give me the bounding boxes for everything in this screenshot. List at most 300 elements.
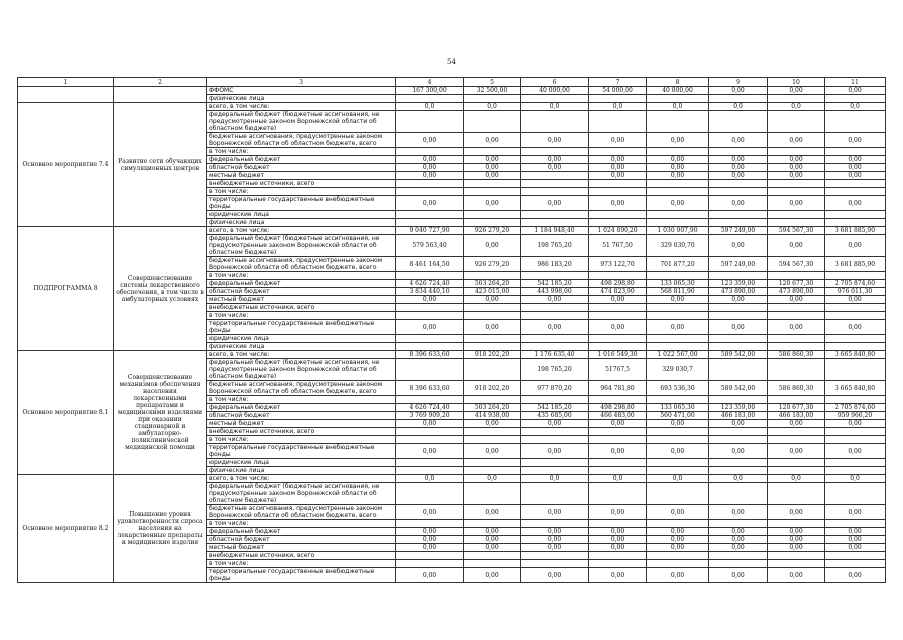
amount-cell xyxy=(709,436,768,444)
funding-source-label: всего, в том числе: xyxy=(207,103,396,111)
amount-cell: 0,00 xyxy=(521,444,589,459)
amount-cell: 0,00 xyxy=(396,172,464,180)
amount-cell: 0,00 xyxy=(709,235,768,257)
amount-cell: 926 279,20 xyxy=(464,257,521,272)
amount-cell: 589 542,00 xyxy=(709,381,768,396)
amount-cell xyxy=(464,467,521,475)
amount-cell xyxy=(709,552,768,560)
amount-cell: 594 567,30 xyxy=(768,227,825,235)
amount-cell: 579 563,40 xyxy=(396,235,464,257)
amount-cell: 0,00 xyxy=(709,87,768,95)
amount-cell xyxy=(768,211,825,219)
amount-cell: 1 176 635,40 xyxy=(521,351,589,359)
amount-cell: 0,00 xyxy=(464,444,521,459)
amount-cell xyxy=(709,188,768,196)
column-number-header: 9 xyxy=(709,78,768,87)
amount-cell: 503 264,20 xyxy=(464,280,521,288)
amount-cell: 0,00 xyxy=(709,196,768,211)
amount-cell: 0,00 xyxy=(647,536,709,544)
funding-source-label: внебюджетные источники, всего xyxy=(207,304,396,312)
amount-cell xyxy=(396,312,464,320)
amount-cell xyxy=(396,180,464,188)
amount-cell: 0,00 xyxy=(589,320,647,335)
amount-cell: 473 890,00 xyxy=(709,288,768,296)
column-number-header: 11 xyxy=(825,78,886,87)
amount-cell: 51 767,50 xyxy=(589,235,647,257)
funding-source-label: физические лица xyxy=(207,343,396,351)
amount-cell xyxy=(647,312,709,320)
funding-source-label: в том числе: xyxy=(207,312,396,320)
amount-cell xyxy=(396,560,464,568)
funding-source-label: внебюджетные источники, всего xyxy=(207,180,396,188)
amount-cell xyxy=(589,211,647,219)
amount-cell xyxy=(396,483,464,505)
column-number-header: 3 xyxy=(207,78,396,87)
amount-cell xyxy=(464,148,521,156)
amount-cell xyxy=(825,188,886,196)
amount-cell: 443 998,00 xyxy=(521,288,589,296)
amount-cell: 0,00 xyxy=(768,235,825,257)
amount-cell xyxy=(709,111,768,133)
amount-cell: 133 065,30 xyxy=(647,280,709,288)
amount-cell: 959 966,20 xyxy=(825,412,886,420)
amount-cell xyxy=(396,343,464,351)
funding-source-label: ФФОМС xyxy=(207,87,396,95)
amount-cell: 0,00 xyxy=(647,420,709,428)
amount-cell xyxy=(768,467,825,475)
amount-cell: 0,00 xyxy=(768,568,825,583)
amount-cell xyxy=(647,188,709,196)
amount-cell xyxy=(589,520,647,528)
amount-cell: 2 705 874,60 xyxy=(825,280,886,288)
amount-cell: 0,00 xyxy=(396,444,464,459)
amount-cell: 0,00 xyxy=(825,235,886,257)
amount-cell: 977 870,20 xyxy=(521,381,589,396)
amount-cell: 0,00 xyxy=(825,133,886,148)
amount-cell: 0,0 xyxy=(521,103,589,111)
funding-source-label: юридические лица xyxy=(207,459,396,467)
column-number-header: 8 xyxy=(647,78,709,87)
funding-source-label: бюджетные ассигнования, предусмотренные законом Воронежской области об областном бюджете, всего xyxy=(207,133,396,148)
amount-cell: 568 811,90 xyxy=(647,288,709,296)
amount-cell: 0,00 xyxy=(825,196,886,211)
funding-source-label: бюджетные ассигнования, предусмотренные законом Воронежской области об областном бюджете, всего xyxy=(207,381,396,396)
amount-cell xyxy=(647,520,709,528)
amount-cell xyxy=(825,560,886,568)
amount-cell: 0,00 xyxy=(825,87,886,95)
amount-cell: 0,00 xyxy=(589,296,647,304)
amount-cell xyxy=(589,180,647,188)
amount-cell xyxy=(768,396,825,404)
funding-source-label: федеральный бюджет xyxy=(207,156,396,164)
amount-cell xyxy=(768,111,825,133)
table-row xyxy=(18,227,886,235)
amount-cell: 0,00 xyxy=(589,568,647,583)
funding-source-label: в том числе: xyxy=(207,520,396,528)
amount-cell xyxy=(768,180,825,188)
amount-cell xyxy=(709,459,768,467)
amount-cell: 0,00 xyxy=(768,444,825,459)
amount-cell xyxy=(589,436,647,444)
amount-cell: 0,00 xyxy=(768,505,825,520)
amount-cell: 0,0 xyxy=(709,103,768,111)
amount-cell xyxy=(825,272,886,280)
amount-cell: 0,00 xyxy=(647,528,709,536)
amount-cell: 0,00 xyxy=(464,505,521,520)
amount-cell: 0,00 xyxy=(396,196,464,211)
amount-cell: 0,00 xyxy=(709,320,768,335)
amount-cell xyxy=(589,467,647,475)
amount-cell xyxy=(647,552,709,560)
table-row xyxy=(18,103,886,111)
amount-cell xyxy=(647,111,709,133)
amount-cell: 0,0 xyxy=(464,475,521,483)
amount-cell xyxy=(709,483,768,505)
header-row xyxy=(18,78,886,87)
amount-cell xyxy=(521,459,589,467)
amount-cell: 586 860,30 xyxy=(768,381,825,396)
amount-cell: 0,00 xyxy=(647,568,709,583)
amount-cell xyxy=(464,211,521,219)
amount-cell: 0,00 xyxy=(647,156,709,164)
amount-cell: 474 823,90 xyxy=(589,288,647,296)
program-item-description: Повышение уровня удовлетворенности спроса населения на лекарственные препараты и медицинские изделия xyxy=(114,475,207,583)
amount-cell xyxy=(396,335,464,343)
amount-cell: 0,00 xyxy=(825,444,886,459)
amount-cell xyxy=(521,428,589,436)
amount-cell: 0,00 xyxy=(825,172,886,180)
amount-cell xyxy=(825,552,886,560)
program-item-name xyxy=(18,87,114,103)
funding-source-label: в том числе: xyxy=(207,396,396,404)
amount-cell xyxy=(589,483,647,505)
amount-cell: 701 877,20 xyxy=(647,257,709,272)
program-item-name: Основное мероприятие 8.1 xyxy=(18,351,114,475)
amount-cell: 3 769 909,20 xyxy=(396,412,464,420)
amount-cell: 0,00 xyxy=(709,444,768,459)
funding-source-label: всего, в том числе: xyxy=(207,351,396,359)
funding-source-label: федеральный бюджет (бюджетные ассигнования, не предусмотренные законом Воронежской области об областном бюджете) xyxy=(207,483,396,505)
amount-cell: 542 185,20 xyxy=(521,404,589,412)
amount-cell: 976 011,30 xyxy=(825,288,886,296)
amount-cell: 0,00 xyxy=(768,320,825,335)
amount-cell xyxy=(464,95,521,103)
amount-cell: 1 184 948,40 xyxy=(521,227,589,235)
funding-source-label: федеральный бюджет (бюджетные ассигнования, не предусмотренные законом Воронежской области об областном бюджете) xyxy=(207,111,396,133)
page-number: 54 xyxy=(447,58,456,66)
column-number-header: 2 xyxy=(114,78,207,87)
amount-cell xyxy=(589,343,647,351)
funding-source-label: федеральный бюджет xyxy=(207,528,396,536)
amount-cell: 0,00 xyxy=(464,420,521,428)
amount-cell xyxy=(825,459,886,467)
amount-cell: 0,00 xyxy=(464,544,521,552)
amount-cell: 0,0 xyxy=(589,103,647,111)
amount-cell: 0,0 xyxy=(396,475,464,483)
amount-cell xyxy=(768,335,825,343)
amount-cell xyxy=(589,304,647,312)
amount-cell: 0,00 xyxy=(709,528,768,536)
amount-cell: 54 000,00 xyxy=(589,87,647,95)
table-row xyxy=(18,87,886,95)
amount-cell: 1 022 567,00 xyxy=(647,351,709,359)
amount-cell: 597 249,00 xyxy=(709,257,768,272)
amount-cell xyxy=(396,459,464,467)
amount-cell xyxy=(589,95,647,103)
amount-cell: 503 264,20 xyxy=(464,404,521,412)
amount-cell xyxy=(709,180,768,188)
amount-cell: 0,00 xyxy=(768,164,825,172)
amount-cell: 123 359,00 xyxy=(709,404,768,412)
amount-cell xyxy=(521,180,589,188)
amount-cell: 0,00 xyxy=(768,528,825,536)
amount-cell: 0,00 xyxy=(396,568,464,583)
amount-cell xyxy=(396,304,464,312)
amount-cell: 414 938,00 xyxy=(464,412,521,420)
amount-cell xyxy=(521,335,589,343)
amount-cell xyxy=(589,111,647,133)
amount-cell: 0,00 xyxy=(521,568,589,583)
amount-cell xyxy=(464,343,521,351)
amount-cell xyxy=(589,428,647,436)
amount-cell xyxy=(396,219,464,227)
amount-cell: 0,00 xyxy=(825,420,886,428)
amount-cell xyxy=(825,211,886,219)
funding-source-label: физические лица xyxy=(207,219,396,227)
funding-source-label: федеральный бюджет xyxy=(207,280,396,288)
amount-cell xyxy=(589,188,647,196)
table-row xyxy=(18,351,886,359)
amount-cell xyxy=(709,95,768,103)
amount-cell: 0,00 xyxy=(396,420,464,428)
amount-cell: 0,00 xyxy=(768,156,825,164)
column-number-header: 6 xyxy=(521,78,589,87)
amount-cell xyxy=(647,483,709,505)
program-item-name: ПОДПРОГРАММА 8 xyxy=(18,227,114,351)
amount-cell: 0,00 xyxy=(464,296,521,304)
amount-cell xyxy=(768,552,825,560)
amount-cell: 0,00 xyxy=(589,156,647,164)
amount-cell xyxy=(464,335,521,343)
amount-cell: 329 030,70 xyxy=(647,235,709,257)
funding-source-label: федеральный бюджет (бюджетные ассигнования, не предусмотренные законом Воронежской области об областном бюджете) xyxy=(207,359,396,381)
amount-cell: 0,00 xyxy=(709,133,768,148)
amount-cell xyxy=(464,459,521,467)
amount-cell xyxy=(647,304,709,312)
amount-cell: 0,00 xyxy=(396,133,464,148)
column-number-header: 5 xyxy=(464,78,521,87)
amount-cell: 0,00 xyxy=(396,296,464,304)
amount-cell: 0,00 xyxy=(589,172,647,180)
funding-source-label: физические лица xyxy=(207,467,396,475)
amount-cell xyxy=(647,180,709,188)
amount-cell: 0,00 xyxy=(521,420,589,428)
amount-cell xyxy=(647,148,709,156)
column-number-header: 10 xyxy=(768,78,825,87)
amount-cell xyxy=(521,188,589,196)
amount-cell: 9 040 727,90 xyxy=(396,227,464,235)
program-item-name: Основное мероприятие 8.2 xyxy=(18,475,114,583)
amount-cell xyxy=(464,304,521,312)
amount-cell xyxy=(825,304,886,312)
amount-cell xyxy=(825,219,886,227)
program-item-description: Совершенствование системы лекарственного обеспечения, в том числе в амбулаторных условиях xyxy=(114,227,207,351)
amount-cell: 0,00 xyxy=(464,164,521,172)
amount-cell xyxy=(396,272,464,280)
amount-cell xyxy=(464,560,521,568)
amount-cell xyxy=(825,483,886,505)
program-item-name: Основное мероприятие 7.4 xyxy=(18,103,114,227)
amount-cell xyxy=(768,312,825,320)
amount-cell: 466 183,00 xyxy=(709,412,768,420)
amount-cell: 0,0 xyxy=(464,103,521,111)
amount-cell: 594 567,30 xyxy=(768,257,825,272)
amount-cell xyxy=(709,148,768,156)
funding-source-label: внебюджетные источники, всего xyxy=(207,428,396,436)
amount-cell: 0,00 xyxy=(709,536,768,544)
amount-cell xyxy=(464,188,521,196)
amount-cell: 0,00 xyxy=(521,544,589,552)
funding-source-label: физические лица xyxy=(207,95,396,103)
funding-source-label: в том числе: xyxy=(207,436,396,444)
amount-cell: 0,00 xyxy=(825,296,886,304)
amount-cell: 466 483,00 xyxy=(589,412,647,420)
amount-cell xyxy=(464,111,521,133)
amount-cell: 0,00 xyxy=(647,196,709,211)
amount-cell xyxy=(589,560,647,568)
funding-source-label: в том числе: xyxy=(207,560,396,568)
funding-source-label: территориальные государственные внебюджетные фонды xyxy=(207,568,396,583)
amount-cell xyxy=(709,359,768,381)
amount-cell: 120 677,30 xyxy=(768,404,825,412)
amount-cell: 498 298,80 xyxy=(589,280,647,288)
amount-cell: 0,00 xyxy=(521,536,589,544)
amount-cell: 1 030 907,90 xyxy=(647,227,709,235)
amount-cell: 0,0 xyxy=(521,475,589,483)
amount-cell: 0,0 xyxy=(709,475,768,483)
amount-cell xyxy=(825,396,886,404)
amount-cell xyxy=(396,188,464,196)
amount-cell xyxy=(464,359,521,381)
amount-cell xyxy=(521,520,589,528)
amount-cell xyxy=(709,428,768,436)
amount-cell: 0,00 xyxy=(589,133,647,148)
amount-cell xyxy=(647,211,709,219)
amount-cell: 0,00 xyxy=(464,528,521,536)
amount-cell xyxy=(521,172,589,180)
amount-cell xyxy=(396,211,464,219)
amount-cell: 0,00 xyxy=(589,164,647,172)
amount-cell xyxy=(464,552,521,560)
amount-cell: 0,00 xyxy=(589,420,647,428)
amount-cell xyxy=(768,459,825,467)
amount-cell xyxy=(521,148,589,156)
amount-cell xyxy=(647,95,709,103)
amount-cell: 0,00 xyxy=(589,196,647,211)
amount-cell: 0,00 xyxy=(825,544,886,552)
amount-cell: 8 396 633,60 xyxy=(396,351,464,359)
amount-cell: 3 665 840,80 xyxy=(825,381,886,396)
amount-cell: 0,0 xyxy=(768,103,825,111)
amount-cell xyxy=(768,483,825,505)
amount-cell xyxy=(521,312,589,320)
amount-cell: 40 800,00 xyxy=(647,87,709,95)
amount-cell xyxy=(768,436,825,444)
amount-cell: 0,00 xyxy=(521,196,589,211)
amount-cell: 0,00 xyxy=(709,296,768,304)
amount-cell xyxy=(709,304,768,312)
amount-cell: 3 665 840,80 xyxy=(825,351,886,359)
amount-cell: 926 279,20 xyxy=(464,227,521,235)
amount-cell xyxy=(589,219,647,227)
amount-cell: 423 015,00 xyxy=(464,288,521,296)
amount-cell xyxy=(521,219,589,227)
amount-cell: 0,00 xyxy=(589,544,647,552)
funding-source-label: территориальные государственные внебюджетные фонды xyxy=(207,444,396,459)
amount-cell: 0,00 xyxy=(768,296,825,304)
amount-cell xyxy=(825,180,886,188)
amount-cell xyxy=(825,335,886,343)
amount-cell xyxy=(647,343,709,351)
amount-cell: 435 685,00 xyxy=(521,412,589,420)
amount-cell xyxy=(521,272,589,280)
amount-cell: 0,00 xyxy=(647,320,709,335)
amount-cell: 0,00 xyxy=(709,544,768,552)
amount-cell xyxy=(709,312,768,320)
funding-source-label: бюджетные ассигнования, предусмотренные законом Воронежской области об областном бюджете, всего xyxy=(207,505,396,520)
amount-cell xyxy=(825,312,886,320)
funding-source-label: в том числе: xyxy=(207,188,396,196)
amount-cell xyxy=(521,211,589,219)
table-row xyxy=(18,475,886,483)
funding-source-label: всего, в том числе: xyxy=(207,475,396,483)
amount-cell: 0,00 xyxy=(709,172,768,180)
amount-cell: 0,0 xyxy=(825,103,886,111)
amount-cell: 1 024 890,20 xyxy=(589,227,647,235)
amount-cell xyxy=(396,552,464,560)
program-item-description xyxy=(114,87,207,103)
amount-cell: 2 705 874,60 xyxy=(825,404,886,412)
amount-cell xyxy=(825,148,886,156)
amount-cell: 0,00 xyxy=(825,536,886,544)
amount-cell xyxy=(521,436,589,444)
amount-cell: 0,00 xyxy=(647,296,709,304)
amount-cell: 0,00 xyxy=(709,568,768,583)
amount-cell xyxy=(825,467,886,475)
amount-cell: 0,00 xyxy=(768,133,825,148)
amount-cell xyxy=(768,359,825,381)
amount-cell xyxy=(647,335,709,343)
amount-cell: 0,00 xyxy=(709,420,768,428)
column-number-header: 4 xyxy=(396,78,464,87)
amount-cell xyxy=(464,428,521,436)
amount-cell xyxy=(825,436,886,444)
amount-cell xyxy=(521,95,589,103)
funding-source-label: юридические лица xyxy=(207,335,396,343)
amount-cell xyxy=(521,560,589,568)
amount-cell: 0,00 xyxy=(768,172,825,180)
amount-cell xyxy=(768,520,825,528)
amount-cell: 0,00 xyxy=(464,320,521,335)
amount-cell: 0,00 xyxy=(521,296,589,304)
amount-cell: 973 122,70 xyxy=(589,257,647,272)
amount-cell: 32 500,00 xyxy=(464,87,521,95)
amount-cell: 0,00 xyxy=(589,505,647,520)
funding-source-label: территориальные государственные внебюджетные фонды xyxy=(207,196,396,211)
amount-cell: 0,00 xyxy=(589,536,647,544)
program-item-description: Развитие сети обучающих симуляционных центров xyxy=(114,103,207,227)
amount-cell: 0,00 xyxy=(396,528,464,536)
